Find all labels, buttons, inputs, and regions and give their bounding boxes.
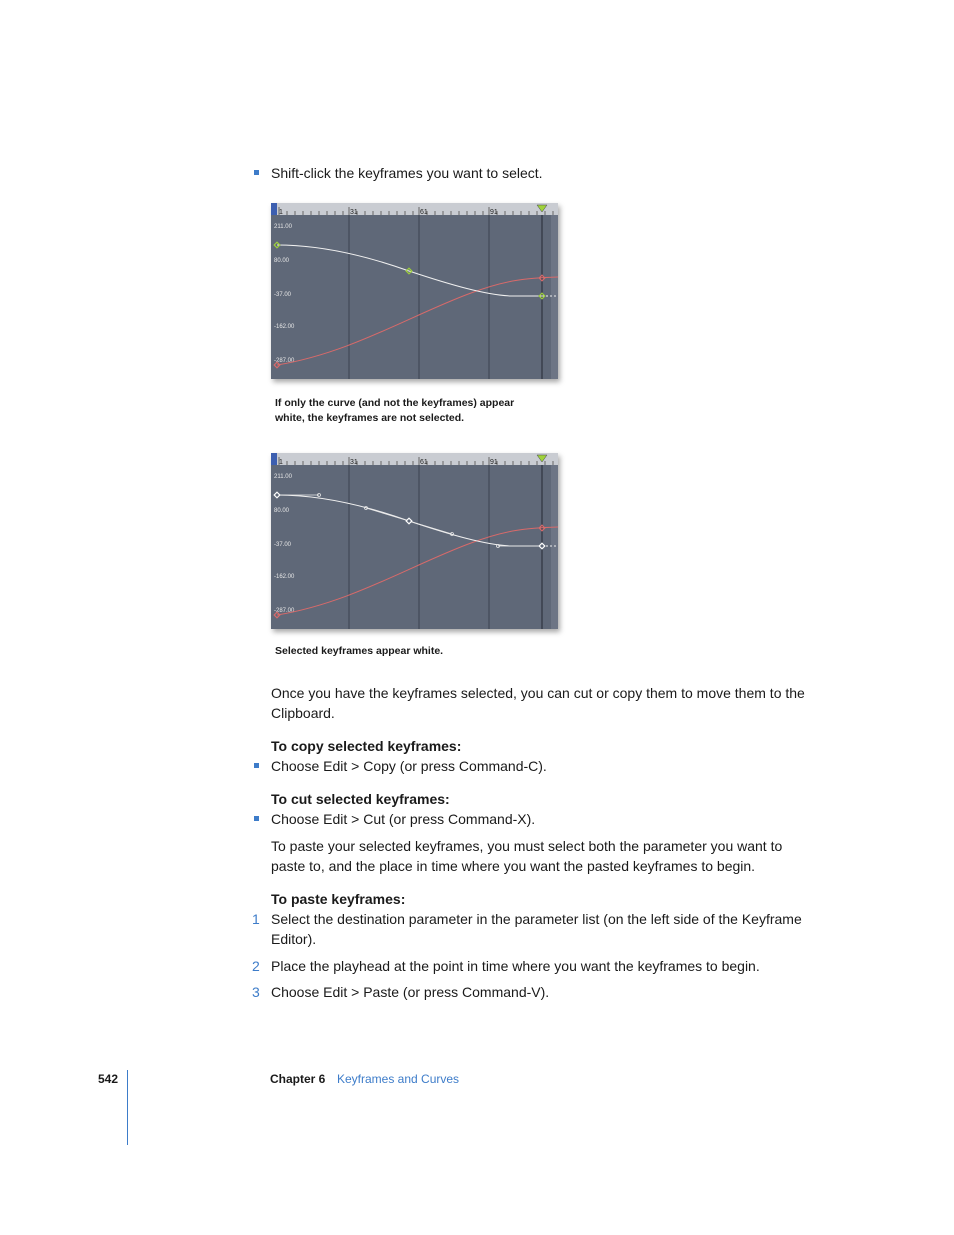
- red-curve: [277, 277, 558, 365]
- bullet-marker: [254, 170, 259, 175]
- bullet-marker: [254, 816, 259, 821]
- value-label: -162.00: [274, 324, 295, 330]
- value-label: -37.00: [274, 542, 292, 548]
- ruler-label: 1: [279, 209, 283, 216]
- keyframe-white: [274, 492, 280, 498]
- step-number: 1: [252, 911, 260, 927]
- value-label: -287.00: [274, 358, 295, 364]
- cut-bullet-text: Choose Edit > Cut (or press Command-X).: [271, 811, 536, 827]
- copy-heading: To copy selected keyframes:: [271, 738, 462, 754]
- ruler-label: 31: [350, 459, 358, 466]
- white-curve: [277, 245, 542, 296]
- value-label: 80.00: [274, 258, 290, 264]
- value-label: 80.00: [274, 508, 290, 514]
- step-number: 3: [252, 984, 260, 1000]
- cut-heading: To cut selected keyframes:: [271, 791, 450, 807]
- value-label: 211.00: [274, 224, 292, 230]
- keyframe-white: [539, 543, 545, 549]
- ruler-label: 61: [420, 459, 428, 466]
- value-label: -162.00: [274, 574, 295, 580]
- step-number: 2: [252, 958, 260, 974]
- footer-rule: [127, 1070, 128, 1145]
- paste-heading: To paste keyframes:: [271, 891, 406, 907]
- page-number: 542: [98, 1072, 119, 1086]
- ruler-label: 91: [490, 459, 498, 466]
- ruler-label: 91: [490, 209, 498, 216]
- figure1-caption: If only the curve (and not the keyframes) appear white, the keyframes are not selected.: [275, 397, 515, 424]
- paragraph-clipboard: Once you have the keyframes selected, you can cut or copy them to move them to the Clipboard.: [271, 685, 805, 721]
- step-text: Choose Edit > Paste (or press Command-V).: [271, 984, 550, 1000]
- bullet-marker: [254, 763, 259, 768]
- value-label: -37.00: [274, 292, 292, 298]
- keyframe-white: [406, 518, 412, 524]
- keyframe-editor-screenshot-selected: [271, 453, 558, 629]
- chapter-title: Keyframes and Curves: [337, 1072, 460, 1086]
- figure2-caption: Selected keyframes appear white.: [275, 645, 444, 657]
- chapter-label: Chapter 6: [270, 1072, 326, 1086]
- step-text: Place the playhead at the point in time where you want the keyframes to begin.: [271, 958, 760, 974]
- value-label: -287.00: [274, 608, 295, 614]
- copy-bullet-text: Choose Edit > Copy (or press Command-C).: [271, 758, 547, 774]
- value-label: 211.00: [274, 474, 292, 480]
- keyframe-editor-screenshot-unselected: [271, 203, 558, 379]
- step-text: Select the destination parameter in the parameter list (on the left side of the Keyframe Editor).: [271, 911, 802, 947]
- red-curve: [277, 527, 558, 615]
- ruler-label: 31: [350, 209, 358, 216]
- intro-bullet-text: Shift-click the keyframes you want to select.: [271, 165, 543, 181]
- ruler-label: 1: [279, 459, 283, 466]
- ruler-label: 61: [420, 209, 428, 216]
- paragraph-paste-info: To paste your selected keyframes, you must select both the parameter you want to paste to, and the place in time where you want the pasted keyframes to begin.: [271, 838, 783, 874]
